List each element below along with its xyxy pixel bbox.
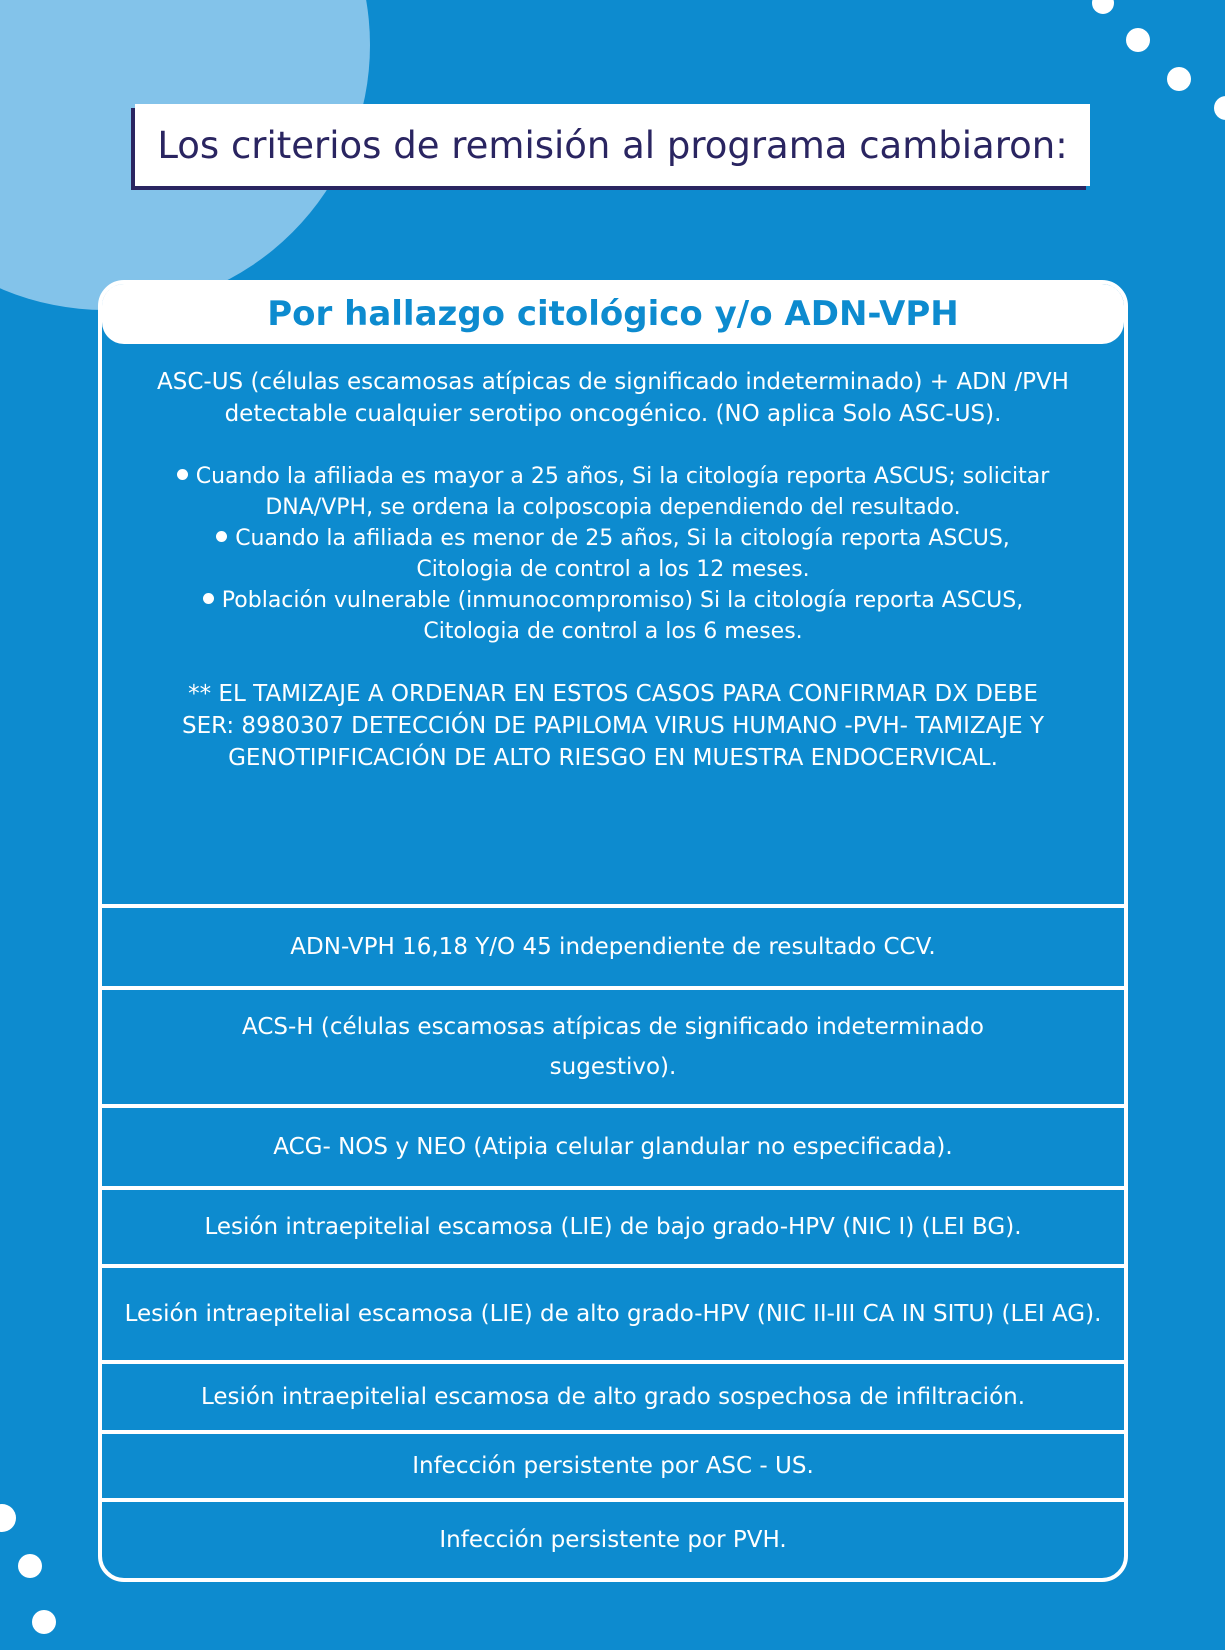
criteria-row: Infección persistente por PVH. <box>439 1527 787 1553</box>
bullet-icon <box>203 588 222 613</box>
criteria-row: ADN-VPH 16,18 Y/O 45 independiente de resultado CCV. <box>290 934 936 960</box>
decorative-dot <box>1126 28 1150 52</box>
card-header-title: Por hallazgo citológico y/o ADN-VPH <box>267 294 959 334</box>
criteria-row: Lesión intraepitelial escamosa (LIE) de alto grado-HPV (NIC II-III CA IN SITU) (LEI AG). <box>124 1301 1102 1327</box>
criteria-row: ACG- NOS y NEO (Atipia celular glandular no especificada). <box>273 1134 953 1160</box>
list-item: Cuando la afiliada es mayor a 25 años, Si la citología reporta ASCUS; solicitar DNA/VPH, se ordena la colposcopia dependiendo del resultado. <box>173 461 1053 523</box>
decorative-dot <box>32 1610 56 1634</box>
criteria-row: Lesión intraepitelial escamosa (LIE) de bajo grado-HPV (NIC I) (LEI BG). <box>204 1214 1022 1240</box>
criteria-row: ACS-H (células escamosas atípicas de significado indeterminado sugestivo). <box>242 1014 984 1080</box>
criteria-row: Infección persistente por ASC - US. <box>412 1453 814 1479</box>
card-header <box>102 284 1124 344</box>
decorative-dot <box>1214 96 1225 120</box>
decorative-dot <box>1092 0 1114 14</box>
decorative-dot <box>18 1554 42 1578</box>
decorative-dot <box>1167 67 1191 91</box>
bullet-icon <box>216 526 235 551</box>
criteria-card <box>98 280 1128 1582</box>
criteria-row: Lesión intraepitelial escamosa de alto grado sospechosa de infiltración. <box>200 1384 1026 1410</box>
title-banner <box>135 104 1090 186</box>
list-item: Cuando la afiliada es menor de 25 años, Si la citología reporta ASCUS, Citologia de control a los 12 meses. <box>173 523 1053 585</box>
page-title: Los criterios de remisión al programa cambiaron: <box>157 123 1068 167</box>
asc-us-intro: ASC-US (células escamosas atípicas de significado indeterminado) + ADN /PVH detectable cualquier serotipo oncogénico. (NO aplica Solo ASC-US). <box>157 369 1069 427</box>
list-item: Población vulnerable (inmunocompromiso) Si la citología reporta ASCUS, Citologia de control a los 6 meses. <box>173 585 1053 647</box>
asc-us-section <box>102 344 1124 904</box>
decorative-dot <box>0 1504 16 1532</box>
bullet-icon <box>177 464 196 489</box>
screening-note: ** EL TAMIZAJE A ORDENAR EN ESTOS CASOS PARA CONFIRMAR DX DEBE SER: 8980307 DETECCIÓN DE PAPILOMA VIRUS HUMANO -PVH- TAMIZAJE Y GENOTIPIFICACIÓN DE ALTO RIESGO EN MUESTRA ENDOCERVICAL. <box>181 681 1045 771</box>
